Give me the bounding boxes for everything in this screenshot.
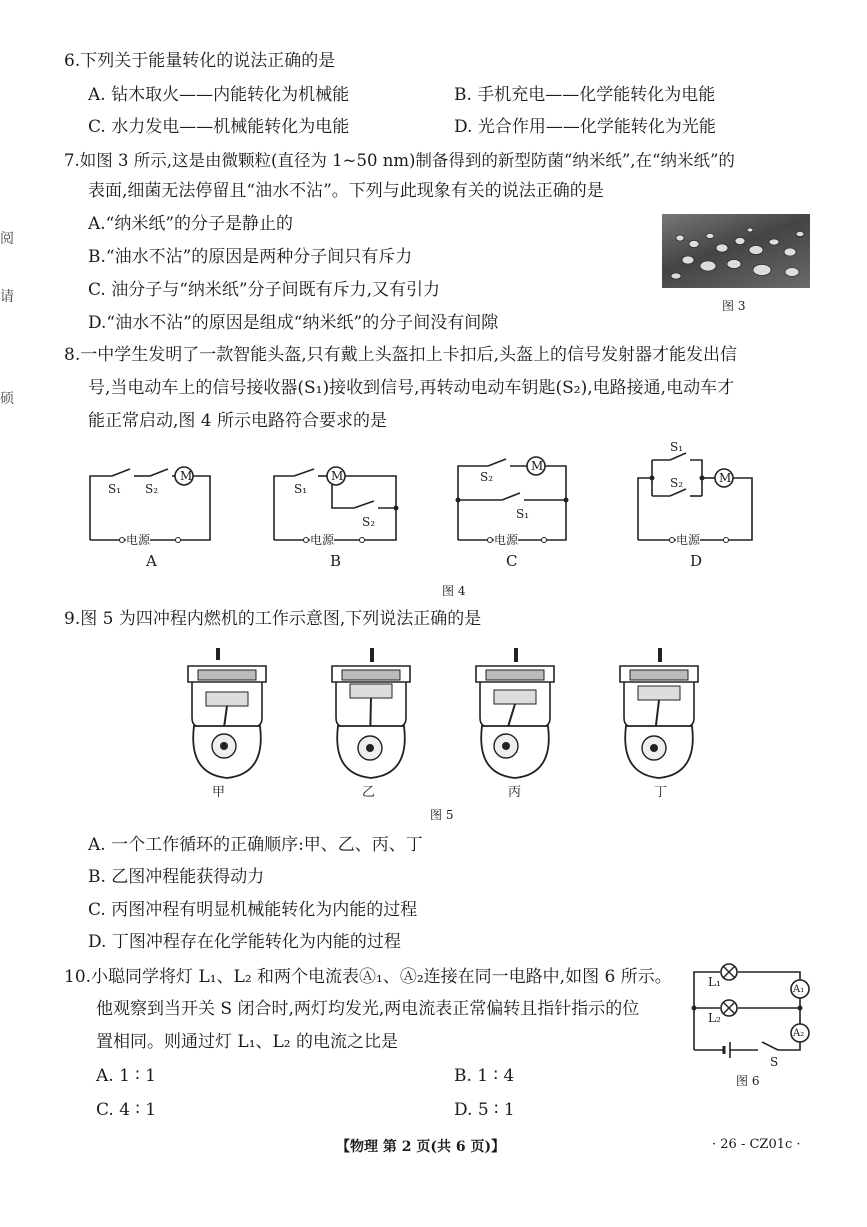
fig6-s-label: S bbox=[770, 1055, 779, 1069]
circuit-d-source: 电源 bbox=[676, 533, 701, 547]
q8-stem-line1: 8.一中学生发明了一款智能头盔,只有戴上头盔扣上卡扣后,头盔上的信号发射器才能发出信 bbox=[64, 345, 738, 365]
q8-stem-line3: 能正常启动,图 4 所示电路符合要求的是 bbox=[88, 411, 388, 431]
q10-option-b: B. 1 ∶ 4 bbox=[454, 1066, 515, 1086]
q10-option-a: A. 1 ∶ 1 bbox=[96, 1066, 156, 1086]
q7-option-a: A.“纳米纸”的分子是静止的 bbox=[88, 214, 294, 234]
engine-label: 乙 bbox=[362, 785, 376, 800]
engine-yi-drawing bbox=[326, 648, 416, 788]
q10-option-c: C. 4 ∶ 1 bbox=[96, 1100, 157, 1120]
q6-stem: 6.下列关于能量转化的说法正确的是 bbox=[64, 51, 336, 71]
q10-stem-line3: 置相同。则通过灯 L₁、L₂ 的电流之比是 bbox=[96, 1032, 399, 1052]
q9-option-a: A. 一个工作循环的正确顺序:甲、乙、丙、丁 bbox=[88, 835, 423, 855]
circuit-a-label: A bbox=[146, 552, 157, 570]
circuit-b-motor: M bbox=[331, 469, 344, 483]
margin-char: 请 bbox=[0, 289, 14, 305]
q10-stem-line2: 他观察到当开关 S 闭合时,两灯均发光,两电流表正常偏转且指针指示的位 bbox=[96, 999, 640, 1019]
margin-char: 阅 bbox=[0, 231, 14, 247]
q6-option-d: D. 光合作用——化学能转化为光能 bbox=[454, 117, 716, 137]
q9-option-d: D. 丁图冲程存在化学能转化为内能的过程 bbox=[88, 932, 401, 952]
q6-option-b: B. 手机充电——化学能转化为电能 bbox=[454, 85, 716, 105]
circuit-d-s1: S₁ bbox=[670, 440, 684, 454]
circuit-c-s2: S₂ bbox=[480, 470, 494, 484]
engine-label: 甲 bbox=[212, 785, 226, 800]
q9-figure-caption: 图 5 bbox=[430, 808, 454, 822]
q8-figure-caption: 图 4 bbox=[442, 584, 466, 598]
fig6-a1-label: A₁ bbox=[793, 984, 805, 995]
q10-figure-caption: 图 6 bbox=[736, 1074, 760, 1088]
engine-ding-drawing bbox=[614, 648, 704, 788]
q6-option-c: C. 水力发电——机械能转化为电能 bbox=[88, 117, 350, 137]
lamp-icon bbox=[721, 964, 737, 980]
q7-figure-caption: 图 3 bbox=[722, 299, 746, 313]
fig6-l1-label: L₁ bbox=[708, 975, 721, 989]
engine-jia-drawing bbox=[182, 648, 272, 788]
q7-figure-photo bbox=[662, 214, 810, 288]
circuit-c-source: 电源 bbox=[494, 533, 519, 547]
circuit-c-label: C bbox=[506, 552, 518, 570]
circuit-a-motor: M bbox=[180, 469, 193, 483]
q6-option-a: A. 钻木取火——内能转化为机械能 bbox=[88, 85, 350, 105]
q10-stem-line1: 10.小聪同学将灯 L₁、L₂ 和两个电流表Ⓐ₁、Ⓐ₂连接在同一电路中,如图 6 所示。 bbox=[64, 967, 672, 987]
circuit-a-s1: S₁ bbox=[108, 482, 122, 496]
circuit-c-motor: M bbox=[531, 459, 544, 473]
circuit-b-s1: S₁ bbox=[294, 482, 308, 496]
engine-bing-drawing bbox=[470, 648, 560, 788]
circuit-a-source: 电源 bbox=[126, 533, 151, 547]
fig6-a2-label: A₂ bbox=[793, 1028, 805, 1039]
engine-label: 丁 bbox=[654, 785, 668, 800]
paper-code: · 26 - CZ01c · bbox=[712, 1137, 801, 1152]
engine-label: 丙 bbox=[508, 785, 522, 800]
q9-option-c: C. 丙图冲程有明显机械能转化为内能的过程 bbox=[88, 900, 418, 920]
circuit-b-label: B bbox=[330, 552, 342, 570]
circuit-d-s2: S₂ bbox=[670, 476, 684, 490]
q7-stem-line2: 表面,细菌无法停留且“油水不沾”。下列与此现象有关的说法正确的是 bbox=[88, 181, 604, 201]
q10-option-d: D. 5 ∶ 1 bbox=[454, 1100, 515, 1120]
q7-stem-line1: 7.如图 3 所示,这是由微颗粒(直径为 1~50 nm)制备得到的新型防菌“纳米纸”,在“纳米纸”的 bbox=[64, 151, 735, 170]
circuit-d-label: D bbox=[690, 552, 703, 570]
circuit-c-s1: S₁ bbox=[516, 507, 530, 521]
circuit-d-motor: M bbox=[719, 471, 732, 485]
q7-option-c: C. 油分子与“纳米纸”分子间既有斥力,又有引力 bbox=[88, 280, 440, 300]
margin-char: 硕 bbox=[0, 391, 14, 407]
circuit-a-s2: S₂ bbox=[145, 482, 159, 496]
circuit-b-source: 电源 bbox=[310, 533, 335, 547]
page-footer: 【物理 第 2 页(共 6 页)】 bbox=[336, 1139, 506, 1155]
q7-option-b: B.“油水不沾”的原因是两种分子间只有斥力 bbox=[88, 247, 413, 267]
lamp-icon bbox=[721, 1000, 737, 1016]
q8-stem-line2: 号,当电动车上的信号接收器(S₁)接收到信号,再转动电动车钥匙(S₂),电路接通,电动车才 bbox=[88, 378, 735, 398]
q9-option-b: B. 乙图冲程能获得动力 bbox=[88, 867, 265, 887]
q7-option-d: D.“油水不沾”的原因是组成“纳米纸”的分子间没有间隙 bbox=[88, 313, 499, 333]
circuit-b-s2: S₂ bbox=[362, 515, 376, 529]
q9-stem: 9.图 5 为四冲程内燃机的工作示意图,下列说法正确的是 bbox=[64, 609, 482, 629]
fig6-l2-label: L₂ bbox=[708, 1011, 721, 1025]
